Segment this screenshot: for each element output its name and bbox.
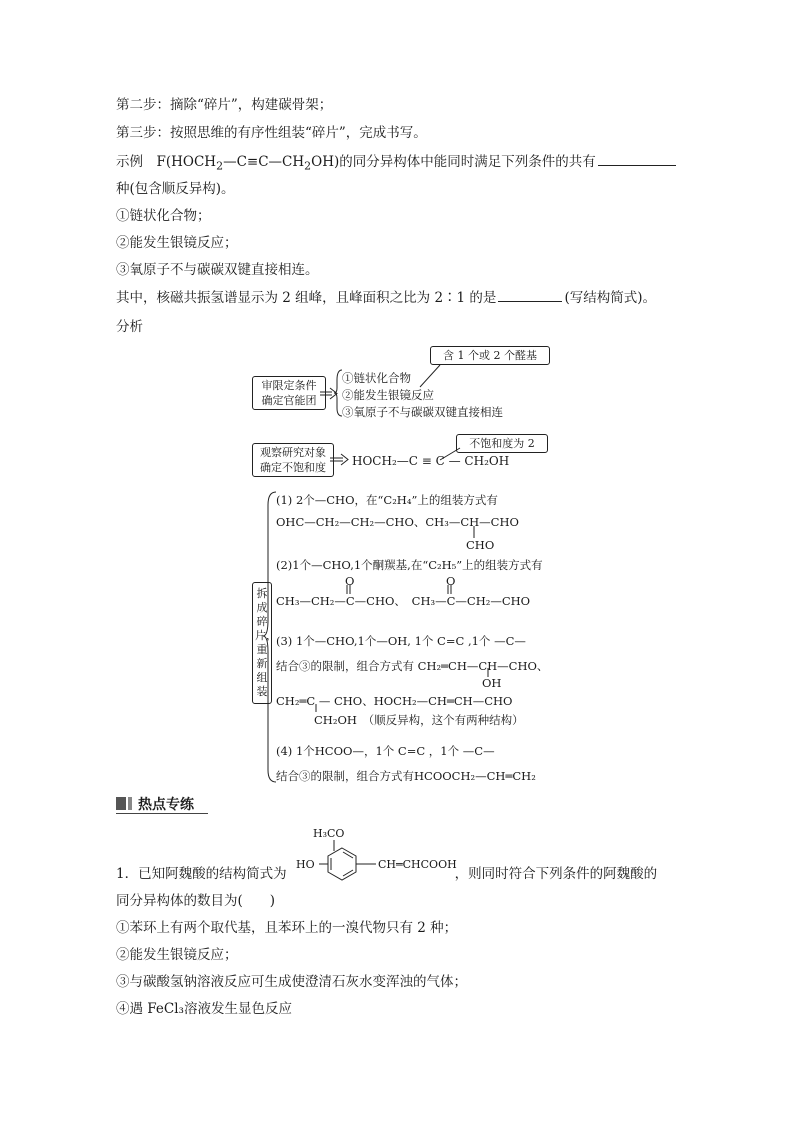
part-1-formula: OHC—CH₂—CH₂—CHO、CH₃—CH—CHO <box>276 515 519 529</box>
part-3-note: CH₂OH （顺反异构，这个有两种结构） <box>314 713 524 727</box>
unsaturation-box: 观察研究对象 确定不饱和度 <box>252 443 334 477</box>
bullet-3: ③氧原子不与碳碳双键直接相连 <box>342 405 503 419</box>
example-text-cont: 种(包含顺反异构)。 <box>116 181 235 197</box>
part-1-branch: CHO <box>466 538 495 552</box>
part-3-line: 结合③的限制，组合方式有 CH₂═CH—CH—CHO、 <box>276 659 549 673</box>
example-text: 示例 $F(HOCH_2—C\equiv C—CH_2OH)$的同分异构体中能同时满足下列条件的共有 <box>116 153 678 176</box>
analysis-label: 分析 <box>116 319 143 335</box>
hydroxy-label: HO <box>296 858 315 871</box>
q1-condition-3: ③与碳酸氢钠溶液反应可生成使澄清石灰水变浑浊的气体； <box>116 974 467 990</box>
condition-1: ①链状化合物； <box>116 208 211 224</box>
parent-formula: HOCH₂—C ≡ C — CH₂OH <box>352 454 510 468</box>
part-2-formula: CH₃—CH₂—C—CHO、 CH₃—C—CH₂—CHO <box>276 594 531 608</box>
nmr-question: 其中，核磁共振氢谱显示为 2 组峰，且峰面积之比为 2∶1 的是 (写结构简式)。 <box>116 290 656 306</box>
methoxy-label: H₃CO <box>313 827 345 840</box>
aldehyde-note: 含 1 个或 2 个醛基 <box>430 346 550 365</box>
q1-condition-2: ②能发生银镜反应； <box>116 947 238 963</box>
part-2-title: (2)1个—CHO,1个酮羰基,在“C₂H₅”上的组装方式有 <box>276 558 543 572</box>
part-2-oxygen-b: O <box>446 574 456 588</box>
step3-text: 第三步：按照思维的有序性组装“碎片”，完成书写。 <box>116 125 427 141</box>
condition-2: ②能发生银镜反应； <box>116 235 238 251</box>
section-title: 热点专练 <box>138 797 194 813</box>
bullet-1: ①链状化合物 <box>342 371 411 385</box>
unsaturation-note: 不饱和度为 2 <box>456 434 548 453</box>
condition-box: 审限定条件 确定官能团 <box>252 376 326 410</box>
condition-3: ③氧原子不与碳碳双键直接相连。 <box>116 262 319 278</box>
part-3-title: (3) 1个—CHO,1个—OH, 1个 C=C ,1个 —C— <box>276 634 526 648</box>
section-header <box>116 794 208 814</box>
q1-condition-1: ①苯环上有两个取代基，且苯环上的一溴代物只有 2 种； <box>116 920 458 936</box>
part-4-title: (4) 1个HCOO—，1个 C=C ，1个 —C— <box>276 744 495 758</box>
part-4-formula: 结合③的限制，组合方式有HCOOCH₂—CH═CH₂ <box>276 769 536 783</box>
part-3-oh: OH <box>482 676 502 690</box>
part-2-oxygen-a: O <box>345 574 355 588</box>
step2-text: 第二步：摘除“碎片”，构建碳骨架； <box>116 97 333 113</box>
reassemble-label: 拆成碎片，重新组装 <box>252 582 272 704</box>
side-chain-label: CH═CHCOOH <box>378 858 457 871</box>
q1-condition-4: ④遇 FeCl₃溶液发生显色反应 <box>116 1001 292 1017</box>
question-1-line2: 同分异构体的数目为( ) <box>116 893 276 909</box>
question-1-lead: 1．已知阿魏酸的结构简式为 ，则同时符合下列条件的阿魏酸的 <box>116 866 658 882</box>
bullet-2: ②能发生银镜反应 <box>342 388 434 402</box>
part-3-formula: CH₂═C — CHO、HOCH₂—CH═CH—CHO <box>276 694 513 708</box>
part-1-title: (1) 2个—CHO，在“C₂H₄”上的组装方式有 <box>276 493 498 507</box>
